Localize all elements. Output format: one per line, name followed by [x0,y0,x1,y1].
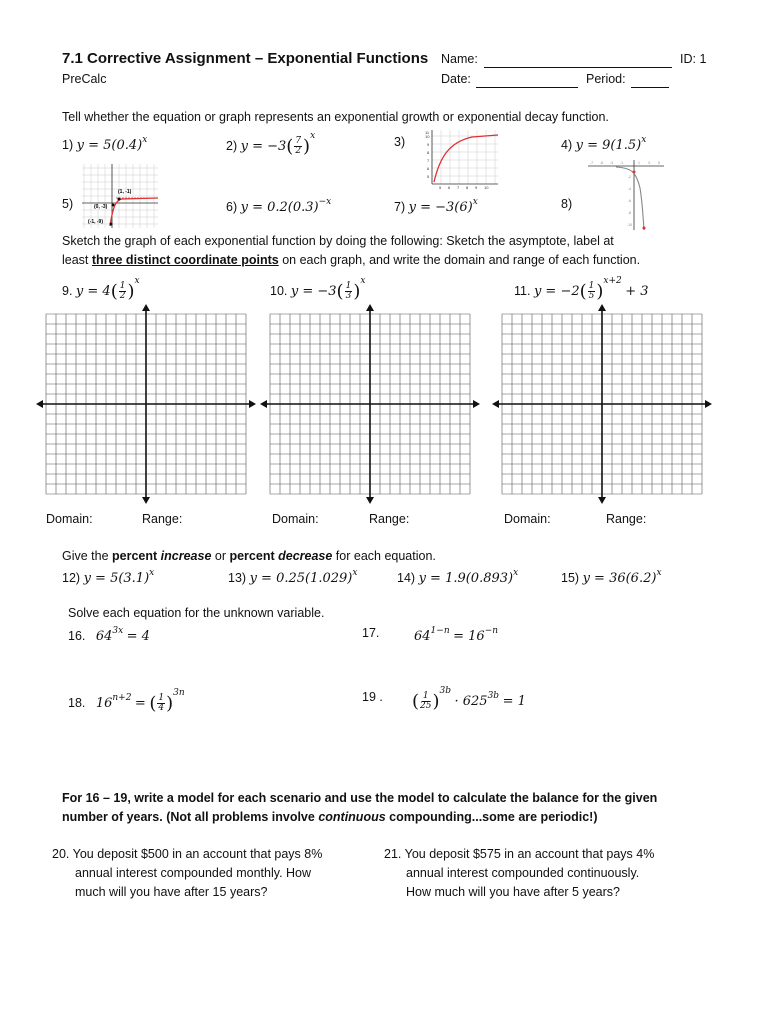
problem-11-equation: y = −2 [533,284,580,299]
section4-instruction: Solve each equation for the unknown variable. [68,606,325,620]
problem-7 [394,197,478,215]
problem-9-number: 9. [62,284,73,298]
problem-19-middle: · 625 [454,694,488,709]
problem-17-rhs: = 16 [453,629,485,644]
svg-text:-4: -4 [628,187,632,191]
svg-text:6: 6 [427,166,430,171]
range-label: Range: [369,512,410,526]
problem-8-number: 8) [561,197,573,211]
svg-text:-6: -6 [628,199,632,203]
svg-text:10: 10 [425,134,430,139]
problem-7-exponent: x [472,197,478,207]
arrow-left-icon [36,400,43,408]
svg-text:1: 1 [638,161,640,165]
fraction-numerator: 1 [119,281,126,292]
arrow-right-icon [705,400,712,408]
arrow-left-icon [260,400,267,408]
instruction-text: compounding...some are periodic!) [385,810,598,824]
name-label: Name: [441,52,478,66]
paren-open: ( [149,693,157,715]
problem-15-equation: y = 36(6.2) [582,571,657,586]
problem-2-fraction [294,137,302,156]
problem-14 [397,568,518,586]
arrow-left-icon [492,400,499,408]
paren-close: ) [166,693,174,715]
problem-9 [62,276,140,302]
problem-19 [412,686,526,712]
range-label: Range: [606,512,647,526]
instruction-text: or [211,549,230,563]
svg-text:9: 9 [427,142,430,147]
problem-16-rhs: = 4 [126,629,150,644]
problem-1-exponent: x [142,135,148,145]
problem-5-number: 5) [62,197,74,211]
problem-18-number: 18. [68,696,86,710]
fraction-numerator: 1 [345,281,352,292]
problem-2-exponent: x [310,131,316,141]
problem-17-base: 64 [414,629,431,644]
instruction-text: on each graph, and write the domain and range of each function. [278,253,641,267]
svg-text:7: 7 [427,158,430,163]
svg-text:-3: -3 [610,161,614,165]
problem-11-tail: + 3 [625,284,649,299]
problem-19-middle-exponent: 3b [487,691,500,701]
problem-20-line1: 20. You deposit $500 in an account that pays 8% [52,847,323,861]
graph-8-ticks [590,161,660,227]
problem-18-rhs-exponent: 3n [173,688,185,698]
problem-1-equation: y = 5(0.4) [76,138,143,153]
problem-4-equation: y = 9(1.5) [575,138,642,153]
problem-18-base: 16 [95,696,113,711]
arrow-down-icon [366,497,374,504]
graph-3-grid [432,130,498,184]
graph-5-label: (1, -1) [118,189,132,195]
section1-instruction: Tell whether the equation or graph represents an exponential growth or exponential decay function. [62,110,609,124]
problem-7-equation: y = −3(6) [408,200,473,215]
domain-label: Domain: [504,512,551,526]
problem-10 [270,276,365,302]
problem-16-number: 16. [68,629,86,643]
problem-10-number: 10. [270,284,288,298]
section3-instruction [62,549,436,563]
problem-11-exponent: x+2 [603,276,622,286]
fraction-numerator: 1 [422,691,429,702]
svg-text:-5: -5 [600,161,604,165]
graph-8 [586,158,666,232]
paren-close: ) [432,691,440,713]
instruction-emphasis: decrease [278,549,333,563]
svg-text:5: 5 [427,174,430,179]
arrow-right-icon [249,400,256,408]
problem-18-exponent: n+2 [112,693,132,703]
problem-14-equation: y = 1.9(0.893) [418,571,514,586]
graph-3-curve [434,135,498,182]
problem-10-exponent: x [360,276,366,286]
period-field[interactable] [631,72,669,88]
name-field[interactable] [484,52,672,68]
problem-12-number: 12) [62,571,81,585]
problem-17 [414,626,498,644]
arrow-up-icon [142,304,150,311]
svg-text:5: 5 [439,185,442,190]
graph-5-point [110,223,113,226]
problem-19-rhs: = 1 [502,694,526,709]
course-label: PreCalc [62,72,107,86]
problem-13-exponent: x [352,568,358,578]
graph-5-label: (-1, -9) [88,219,103,225]
instruction-text: for each equation. [332,549,436,563]
problem-6 [226,197,331,215]
problem-16-base: 64 [95,629,113,644]
problem-11-fraction [588,282,596,301]
problem-13-number: 13) [228,571,247,585]
graph-5 [80,162,160,230]
svg-text:5: 5 [658,161,660,165]
domain-label: Domain: [46,512,93,526]
svg-text:11: 11 [425,130,430,135]
svg-text:8: 8 [466,185,469,190]
problem-18 [68,688,185,714]
paren-open: ( [286,136,294,158]
date-field[interactable] [476,72,578,88]
problem-21-line3: How much will you have after 5 years? [406,885,620,899]
problem-17-number: 17. [362,626,380,640]
problem-10-equation: y = −3 [290,284,337,299]
paren-open: ( [579,281,587,303]
graph-3 [422,126,504,190]
problem-16 [68,626,150,644]
problem-17-exponent: 1−n [430,626,450,636]
fraction-numerator: 7 [295,136,302,147]
problem-4-exponent: x [641,135,647,145]
problem-19-number: 19 . [362,690,383,704]
section5-instruction-line1: For 16 – 19, write a model for each scenario and use the model to calculate the balance for the given [62,791,658,805]
svg-text:9: 9 [475,185,478,190]
problem-18-fraction [157,694,165,713]
problem-9-equation: y = 4 [75,284,111,299]
problem-19-fraction [420,692,431,711]
problem-6-number: 6) [226,200,238,214]
graph-grid-9[interactable] [36,302,258,508]
svg-text:-10: -10 [627,223,633,227]
instruction-text: least [62,253,92,267]
problem-17-rhs-exponent: −n [484,626,499,636]
domain-label: Domain: [272,512,319,526]
graph-grid-11[interactable] [492,302,714,508]
graph-5-curve [110,198,158,226]
paren-close: ) [303,136,311,158]
period-label: Period: [586,72,626,86]
problem-21-line1: 21. You deposit $575 in an account that pays 4% [384,847,655,861]
instruction-emphasis: continuous [318,810,386,824]
section2-instruction-line2 [62,253,640,267]
fraction-denominator: 25 [420,701,432,712]
problem-4-number: 4) [561,138,573,152]
problem-15-exponent: x [656,568,662,578]
arrow-up-icon [366,304,374,311]
fraction-numerator: 1 [158,693,165,704]
problem-13-equation: y = 0.25(1.029) [249,571,353,586]
problem-2 [226,131,315,157]
problem-6-equation: y = 0.2(0.3) [240,200,319,215]
graph-5-label: (0, -3) [94,204,108,210]
problem-11 [514,276,649,302]
arrow-right-icon [473,400,480,408]
problem-9-fraction [119,282,127,301]
paren-open: ( [336,281,344,303]
graph-8-point [643,227,646,230]
instruction-emphasis: percent [112,549,161,563]
problem-20-line2: annual interest compounded monthly. How [75,866,312,880]
arrow-up-icon [598,304,606,311]
id-label: ID: 1 [680,52,707,66]
problem-16-exponent: 3x [112,626,124,636]
date-label: Date: [441,72,471,86]
graph-5-point [112,204,115,207]
svg-text:-7: -7 [590,161,594,165]
problem-6-exponent: −x [318,197,332,207]
arrow-down-icon [142,497,150,504]
problem-12-equation: y = 5(3.1) [83,571,150,586]
svg-text:10: 10 [484,185,489,190]
problem-21-line2: annual interest compounded continuously. [406,866,640,880]
paren-close: ) [596,281,604,303]
section5-instruction-line2 [62,810,598,824]
problem-15-number: 15) [561,571,580,585]
problem-10-fraction [345,282,353,301]
page-title: 7.1 Corrective Assignment – Exponential Functions [62,50,429,67]
fraction-denominator: 3 [345,291,352,302]
problem-19-exponent: 3b [439,686,452,696]
problem-12-exponent: x [149,568,155,578]
instruction-text: number of years. (Not all problems involve [62,810,319,824]
problem-11-number: 11. [514,284,531,298]
svg-text:-8: -8 [628,211,632,215]
fraction-denominator: 4 [158,703,165,714]
problem-12 [62,568,154,586]
fraction-denominator: 5 [588,291,595,302]
range-label: Range: [142,512,183,526]
problem-2-number: 2) [226,139,238,153]
problem-9-exponent: x [134,276,140,286]
graph-grid-10[interactable] [260,302,482,508]
problem-20-line3: much will you have after 15 years? [75,885,268,899]
paren-close: ) [127,281,135,303]
problem-1 [62,135,147,153]
instruction-text: Give the [62,549,113,563]
instruction-emphasis: increase [160,549,212,563]
svg-text:-1: -1 [620,161,624,165]
problem-13 [228,568,357,586]
paren-open: ( [110,281,118,303]
problem-14-exponent: x [513,568,519,578]
svg-text:-2: -2 [628,175,632,179]
problem-14-number: 14) [397,571,416,585]
fraction-denominator: 2 [119,291,126,302]
svg-text:7: 7 [457,185,460,190]
paren-close: ) [353,281,361,303]
svg-text:6: 6 [448,185,451,190]
fraction-numerator: 1 [588,281,595,292]
fraction-denominator: 2 [295,146,302,157]
problem-1-number: 1) [62,138,74,152]
problem-4 [561,135,646,153]
paren-open: ( [412,691,420,713]
instruction-emphasis: percent [229,549,279,563]
svg-text:8: 8 [427,150,430,155]
problem-2-equation: y = −3 [240,139,287,154]
problem-15 [561,568,662,586]
problem-18-equals: = [134,696,146,711]
svg-text:3: 3 [648,161,650,165]
arrow-down-icon [598,497,606,504]
problem-7-number: 7) [394,200,406,214]
instruction-emphasis: three distinct coordinate points [91,253,279,267]
graph-8-point [633,171,636,174]
section2-instruction-line1: Sketch the graph of each exponential function by doing the following: Sketch the asymptote, label at [62,234,614,248]
problem-3-number: 3) [394,135,406,149]
graph-5-point [118,198,121,201]
